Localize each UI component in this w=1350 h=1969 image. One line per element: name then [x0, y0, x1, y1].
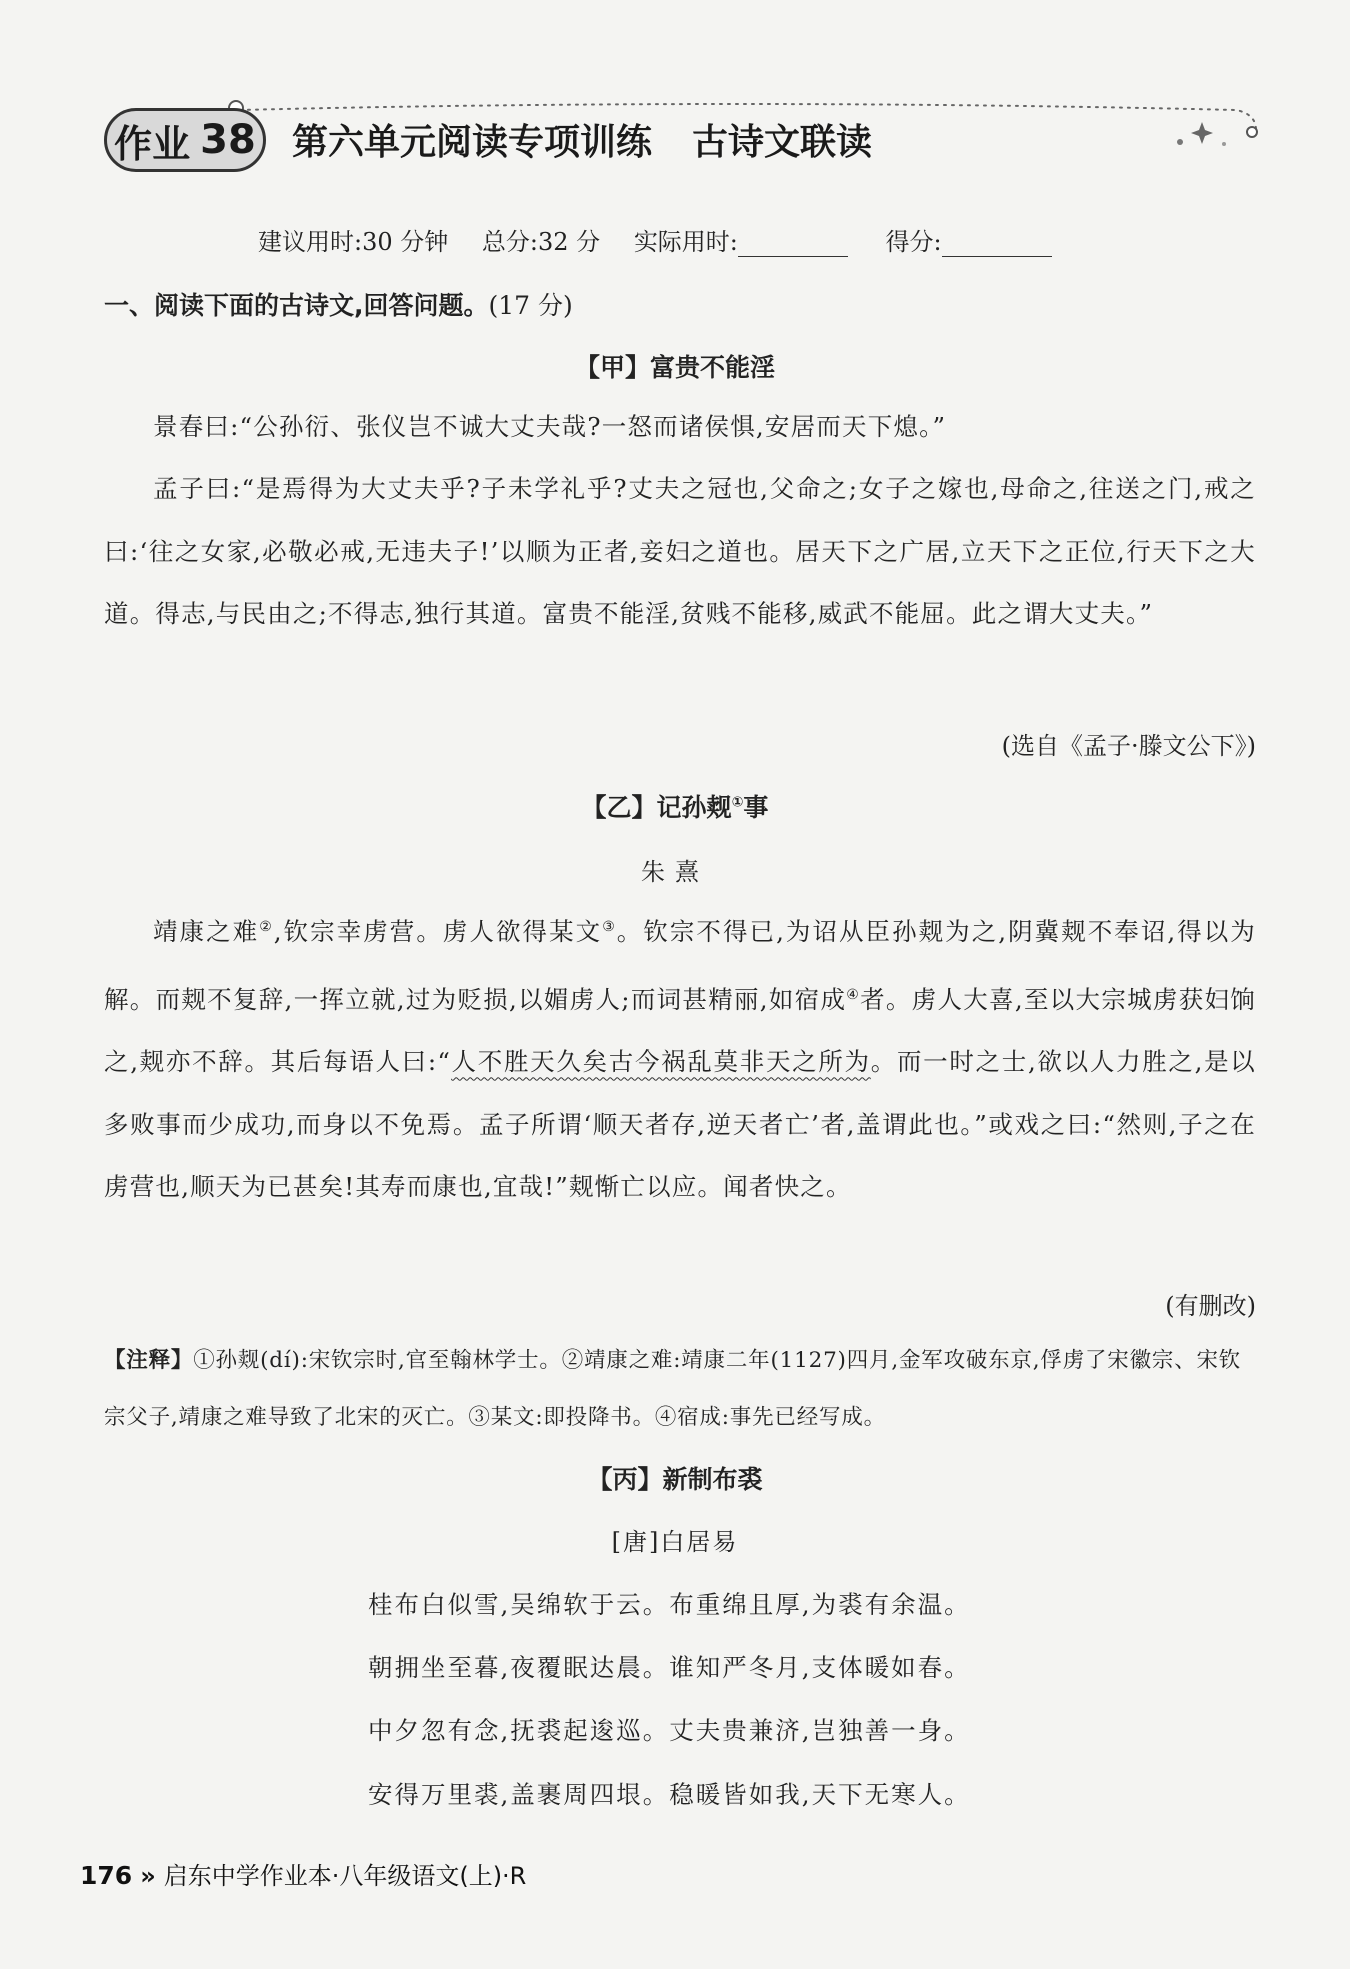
- bing-author: [唐]白居易: [611, 1528, 739, 1556]
- yi-title: [0, 788, 1350, 824]
- title-sub: 古诗文联读: [692, 122, 873, 163]
- actual-time-blank[interactable]: [738, 232, 848, 257]
- jia-source: (选自《孟子·滕文公下》): [1001, 732, 1256, 760]
- yi-title-note: ①: [731, 794, 744, 811]
- jia-title: 【甲】富贵不能淫: [574, 353, 775, 382]
- yi-title-text: 【乙】记孙觌: [581, 793, 732, 822]
- yi-text-1: 靖康之难: [153, 917, 260, 947]
- suggested-time: 建议用时:30 分钟: [258, 228, 449, 256]
- section-heading-text: 一、阅读下面的古诗文,回答问题。: [104, 291, 489, 320]
- poem-line: 安得万里裘,盖裹周四垠。稳暖皆如我,天下无寒人。: [368, 1780, 971, 1809]
- jia-paragraph-1: 景春曰:“公孙衍、张仪岂不诚大丈夫哉?一怒而诸侯惧,安居而天下熄。”: [153, 412, 947, 441]
- annotations-label: 【注释】: [104, 1348, 194, 1373]
- poem-line: 朝拥坐至暮,夜覆眠达晨。谁知严冬月,支体暖如春。: [368, 1653, 971, 1682]
- yi-author: 朱熹: [641, 858, 709, 886]
- yi-text-6: 。而一时之士,欲以人力胜之,是以多败事而少成功,而身以不免焉。孟子所谓‘顺天者存,逆天者亡’者,盖谓此也。”或戏之曰:“然则,子之在虏营也,顺天为已甚矣!其寿而康也,宜哉!”觌惭亡以应。闻者快之。: [104, 1047, 1257, 1202]
- yi-text-3: 。钦宗不得已,为诏从臣孙觌为之,阴冀觌不奉诏,得以为解。而觌不复辞,一挥立就,过为贬损,以媚虏人;而词甚精丽,如宿成: [104, 917, 1256, 1014]
- yi-note-2: ②: [259, 919, 274, 935]
- poem-line: 桂布白似雪,吴绵软于云。布重绵且厚,为裘有余温。: [368, 1590, 971, 1619]
- page-title: [292, 114, 872, 165]
- title-main: 第六单元阅读专项训练: [292, 122, 653, 163]
- yi-paragraph: [104, 896, 1256, 1219]
- score-label: 得分:: [885, 228, 942, 256]
- yi-text-2: ,钦宗幸虏营。虏人欲得某文: [273, 917, 603, 947]
- section-heading: [104, 286, 573, 322]
- page-number: 176: [80, 1861, 133, 1890]
- badge-number: 38: [200, 117, 256, 163]
- yi-wavy-sentence: 人不胜天久矣古今祸乱莫非天之所为: [451, 1047, 871, 1077]
- double-chevron-icon: »: [140, 1862, 156, 1890]
- score-blank[interactable]: [942, 232, 1052, 257]
- actual-time-label: 实际用时:: [633, 228, 738, 256]
- badge-label: 作业: [114, 121, 191, 166]
- footer-text: 启东中学作业本·八年级语文(上)·R: [163, 1862, 527, 1890]
- section-points: (17 分): [488, 291, 573, 320]
- jia-paragraph-2: 孟子曰:“是焉得为大丈夫乎?子未学礼乎?丈夫之冠也,父命之;女子之嫁也,母命之,往送之门,戒之曰:‘往之女家,必敬必戒,无违夫子!’以顺为正者,妾妇之道也。居天下之广居,立天下之正位,行天下之大道。得志,与民由之;不得志,独行其道。富贵不能淫,贫贱不能移,威武不能屈。此之谓大丈夫。”: [104, 474, 1256, 628]
- annotations-text: ①孙觌(dí):宋钦宗时,官至翰林学士。②靖康之难:靖康二年(1127)四月,金军攻破东京,俘虏了宋徽宗、宋钦宗父子,靖康之难导致了北宋的灭亡。③某文:即投降书。④宿成:事先已经写成。: [104, 1348, 1242, 1430]
- bing-title: 【丙】新制布裘: [587, 1465, 763, 1494]
- assignment-badge: [104, 108, 266, 172]
- total-score: 总分:32 分: [481, 228, 601, 256]
- yi-text-4: 者。虏人大喜,至以大宗城虏获妇饷之,觌亦不辞。其后每语人曰:“: [104, 984, 1256, 1077]
- annotations: [104, 1332, 1256, 1446]
- yi-note-3: ③: [602, 919, 617, 935]
- time-score-info: [258, 222, 1082, 257]
- yi-note-4: ④: [846, 986, 861, 1003]
- poem-line: 中夕忽有念,抚裘起逡巡。丈夫贵兼济,岂独善一身。: [368, 1716, 971, 1745]
- yi-title-end: 事: [743, 793, 769, 822]
- yi-source: (有删改): [1165, 1292, 1256, 1320]
- page-footer: [80, 1856, 526, 1891]
